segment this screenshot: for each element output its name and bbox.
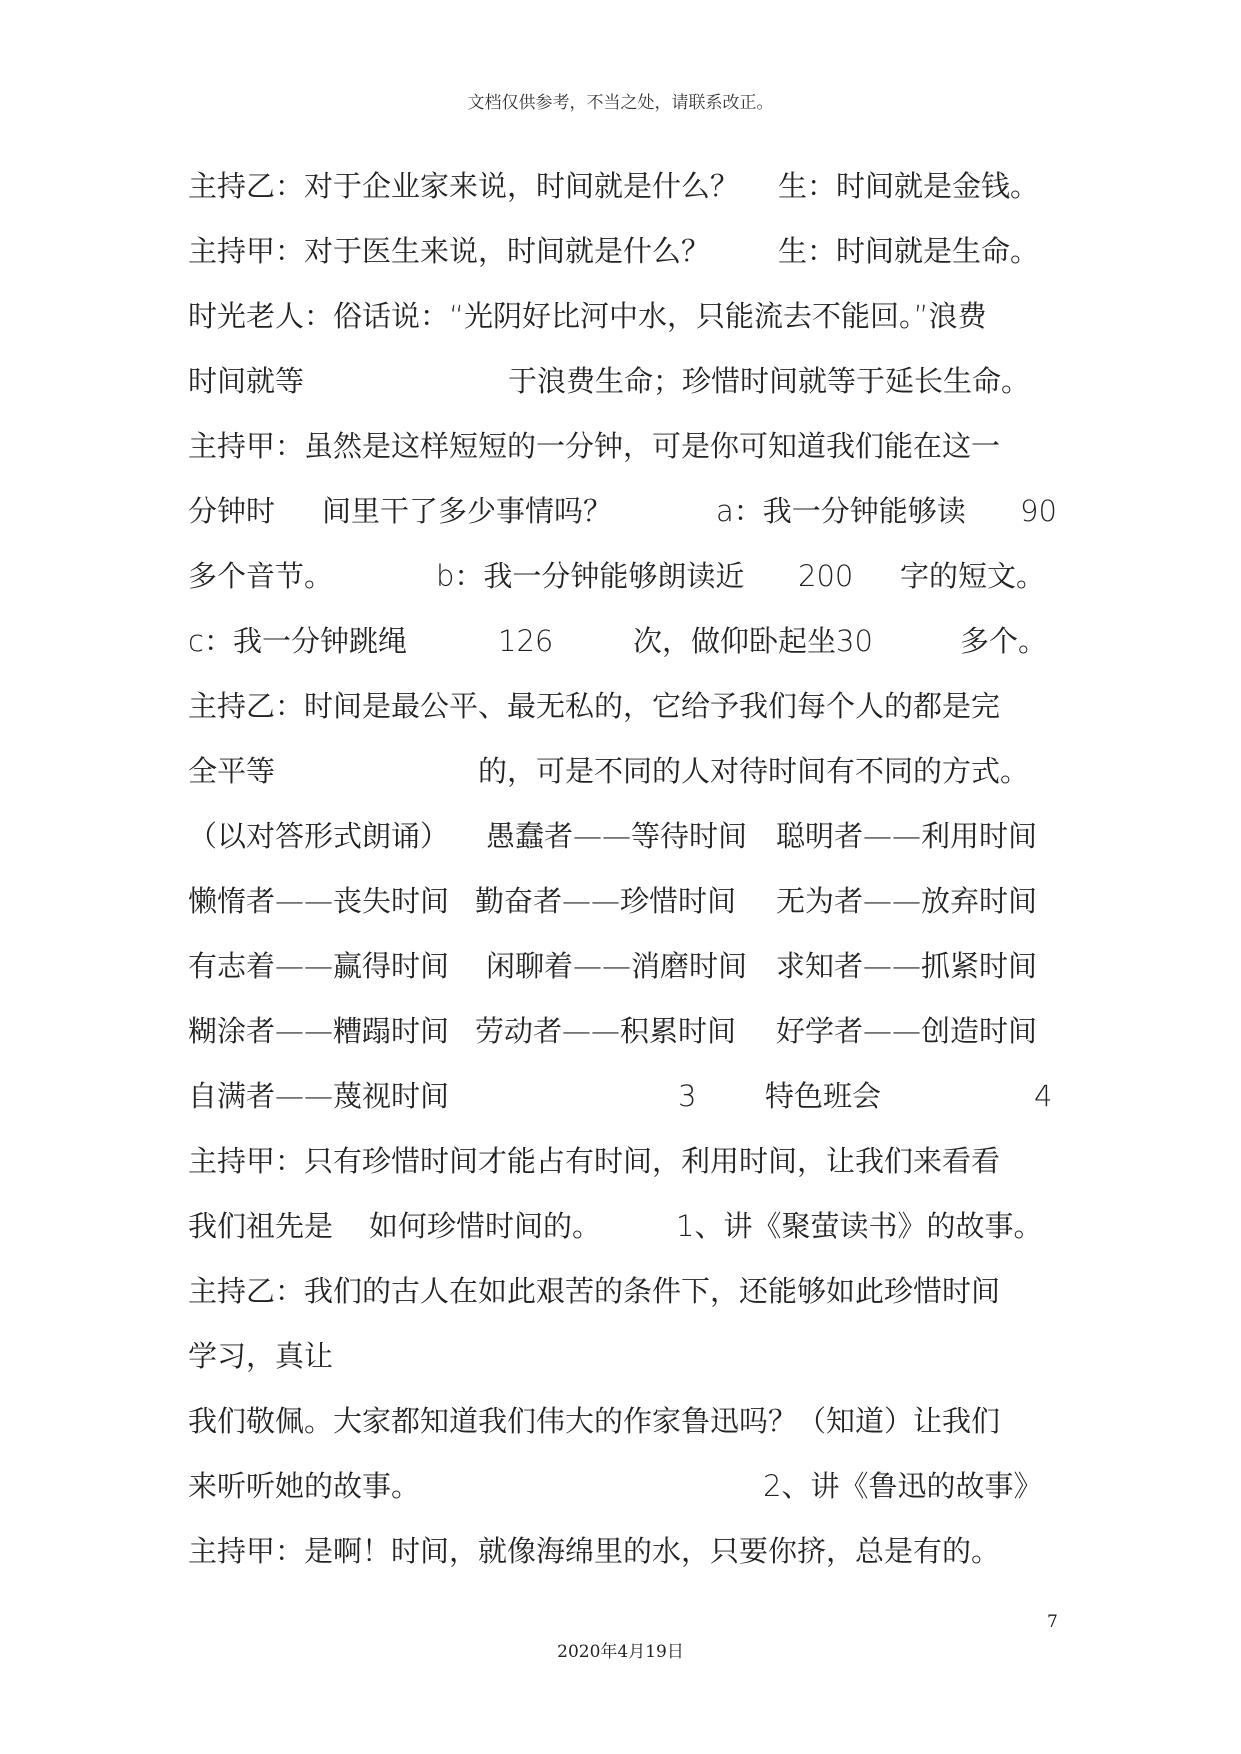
- text-segment: 愚蠢者——等待时间: [486, 819, 748, 853]
- text-segment: 字的短文。: [900, 559, 1046, 593]
- text-segment: 闲聊着——消磨时间: [486, 949, 748, 983]
- text-segment: 次，做仰卧起坐30: [633, 624, 873, 658]
- text-segment: 的，可是不同的人对待时间有不同的方式。: [478, 754, 1030, 788]
- footer-date: 2020年4月19日: [557, 1642, 684, 1662]
- text-segment: 间里干了多少事情吗？: [322, 494, 613, 528]
- text-segment: 主持甲：虽然是这样短短的一分钟，可是你可知道我们能在这一: [188, 429, 1001, 463]
- text-segment: 我们祖先是: [188, 1209, 334, 1243]
- text-segment: 聪明者——利用时间: [776, 819, 1038, 853]
- text-segment: a：我一分钟能够读: [716, 494, 966, 528]
- text-segment: 懒惰者——丧失时间: [188, 884, 450, 918]
- text-segment: 糊涂者——糟蹋时间: [188, 1014, 450, 1048]
- text-segment: 学习，真让: [188, 1339, 334, 1373]
- text-segment: 2、讲《鲁迅的故事》: [763, 1469, 1043, 1503]
- text-segment: 分钟时: [188, 494, 276, 528]
- text-segment: 200: [798, 559, 854, 593]
- text-segment: 主持乙：我们的古人在如此艰苦的条件下，还能够如此珍惜时间: [188, 1274, 1001, 1308]
- text-segment: 无为者——放弃时间: [776, 884, 1038, 918]
- text-segment: 我们敬佩。大家都知道我们伟大的作家鲁迅吗？（知道）让我们: [188, 1404, 1001, 1438]
- text-segment: （以对答形式朗诵）: [188, 819, 450, 853]
- text-segment: 来听听她的故事。: [188, 1469, 421, 1503]
- text-segment: 如何珍惜时间的。: [369, 1209, 602, 1243]
- text-segment: 126: [498, 624, 554, 658]
- text-segment: 有志着——赢得时间: [188, 949, 450, 983]
- text-segment: 4: [1034, 1079, 1053, 1113]
- text-segment: 生：时间就是生命。: [778, 234, 1040, 268]
- text-segment: 主持甲：只有珍惜时间才能占有时间，利用时间，让我们来看看: [188, 1144, 1001, 1178]
- text-segment: 求知者——抓紧时间: [776, 949, 1038, 983]
- text-segment: 劳动者——积累时间: [475, 1014, 737, 1048]
- text-segment: 自满者——蔑视时间: [188, 1079, 450, 1113]
- text-segment: 90: [1020, 494, 1057, 528]
- text-segment: 3: [678, 1079, 697, 1113]
- document-header-notice: 文档仅供参考，不当之处，请联系改正。: [467, 93, 774, 113]
- text-segment: 主持乙：时间是最公平、最无私的，它给予我们每个人的都是完: [188, 689, 1001, 723]
- text-segment: 主持甲：对于医生来说，时间就是什么？: [188, 234, 711, 268]
- text-segment: 主持乙：对于企业家来说，时间就是什么？: [188, 169, 740, 203]
- text-segment: c：我一分钟跳绳: [188, 624, 407, 658]
- text-segment: 全平等: [188, 754, 276, 788]
- text-segment: 好学者——创造时间: [776, 1014, 1038, 1048]
- page-number: 7: [1047, 1612, 1058, 1632]
- text-segment: 特色班会: [765, 1079, 882, 1113]
- text-segment: 时光老人：俗话说：“光阴好比河中水，只能流去不能回。”浪费: [188, 299, 987, 333]
- text-segment: 于浪费生命；珍惜时间就等于延长生命。: [508, 364, 1031, 398]
- text-segment: b：我一分钟能够朗读近: [436, 559, 745, 593]
- text-segment: 生：时间就是金钱。: [778, 169, 1040, 203]
- text-segment: 多个音节。: [188, 559, 334, 593]
- text-segment: 主持甲：是啊！时间，就像海绵里的水，只要你挤，总是有的。: [188, 1534, 1001, 1568]
- text-segment: 勤奋者——珍惜时间: [475, 884, 737, 918]
- text-segment: 时间就等: [188, 364, 305, 398]
- text-segment: 1、讲《聚萤读书》的故事。: [676, 1209, 1043, 1243]
- text-segment: 多个。: [960, 624, 1048, 658]
